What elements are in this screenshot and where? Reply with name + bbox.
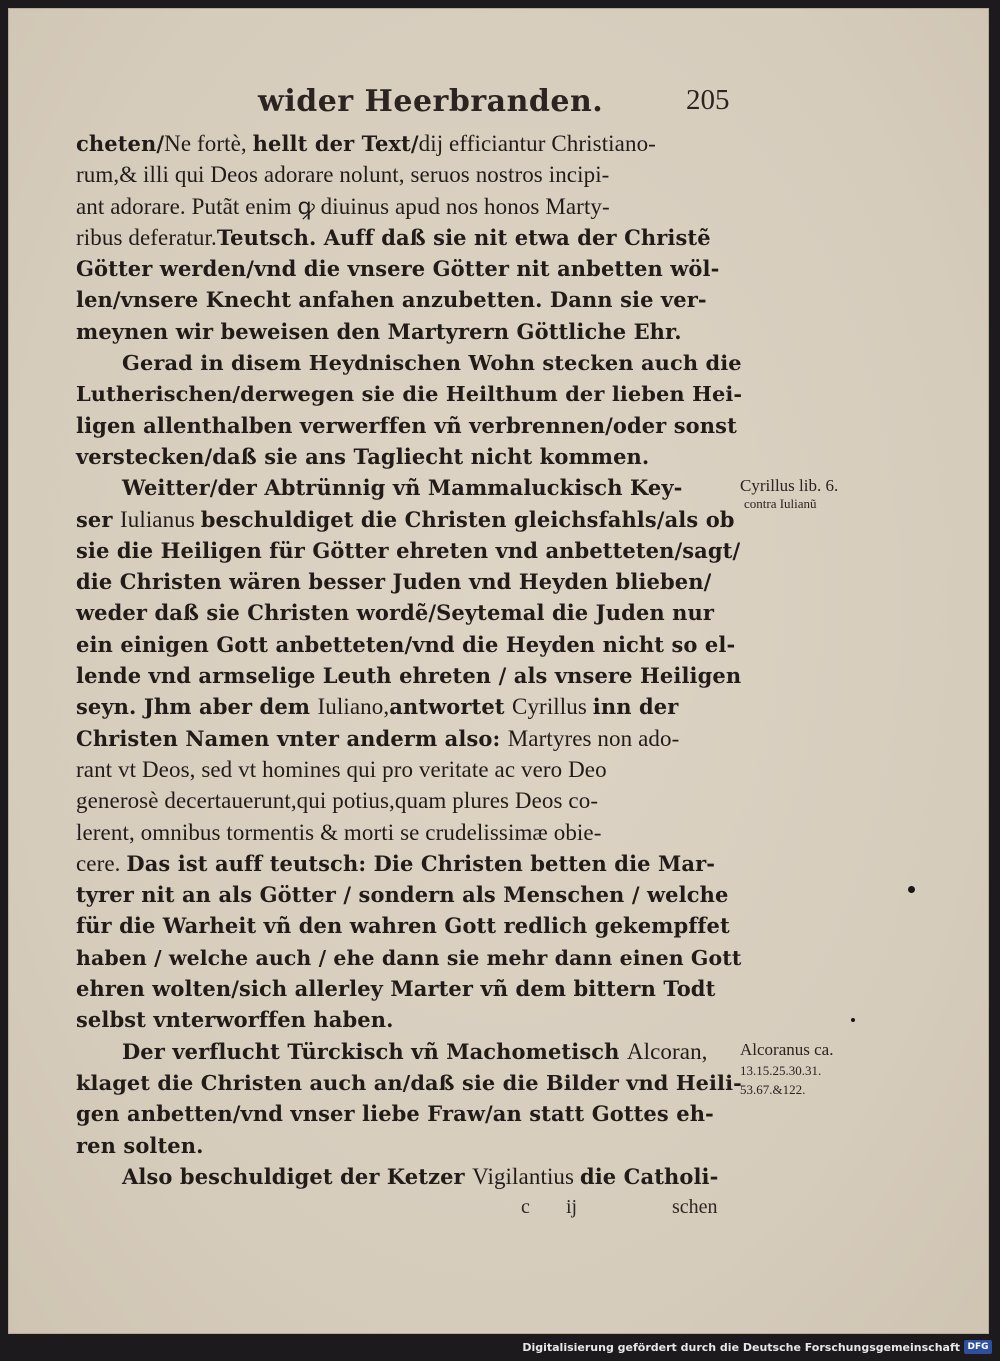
blackletter-text: lende vnd armselige Leuth ehreten / als vnsere Heiligen	[76, 663, 742, 689]
margin-note-alcoranus	[740, 1040, 833, 1098]
latin-text: lerent, omnibus tormentis & morti se crudelissimæ obie-	[76, 819, 602, 845]
latin-text: Vigilantius	[472, 1163, 580, 1189]
text-line	[76, 660, 742, 691]
latin-text: Ne fortè,	[164, 131, 253, 156]
text-line	[76, 848, 742, 879]
margin-note-line: contra Iulianũ	[744, 496, 817, 511]
text-line	[76, 785, 742, 816]
margin-note-line: Cyrillus lib. 6.	[740, 476, 839, 495]
blackletter-text: die Christen wären besser Juden vnd Heyden blieben/	[76, 569, 712, 595]
text-line	[76, 754, 742, 785]
margin-note-line: 13.15.25.30.31.	[740, 1063, 822, 1078]
text-line	[76, 441, 742, 472]
margin-note-line: 53.67.&122.	[740, 1082, 806, 1097]
text-line	[76, 222, 742, 253]
dfg-logo: DFG	[964, 1340, 992, 1354]
ink-spot	[908, 886, 915, 893]
latin-text: Alcoran,	[626, 1038, 708, 1064]
text-line	[76, 253, 742, 284]
blackletter-text: Das ist auff teutsch: Die Christen betten die Mar-	[126, 850, 716, 876]
ink-spot	[851, 1018, 855, 1022]
text-line	[76, 723, 742, 754]
text-line	[76, 347, 742, 378]
blackletter-text: Lutherischen/derwegen sie die Heilthum der lieben Hei-	[76, 381, 743, 407]
text-line	[76, 879, 742, 910]
latin-text: generosè decertauerunt,qui potius,quam plures Deos co-	[76, 788, 599, 814]
blackletter-text: hellt der Text/	[252, 131, 419, 156]
text-line	[76, 1036, 742, 1067]
blackletter-text: tyrer nit an als Götter / sondern als Menschen / welche	[76, 882, 729, 908]
blackletter-text: Teutsch. Auff daß sie nit etwa der Christẽ	[216, 224, 711, 250]
latin-text: rum,& illi qui Deos adorare nolunt, seruos nostros incipi-	[76, 162, 610, 188]
text-line	[76, 817, 742, 848]
text-line	[76, 159, 742, 190]
body-text	[76, 128, 742, 1192]
blackletter-text: ren solten.	[76, 1132, 204, 1158]
catchword: schen	[672, 1196, 718, 1218]
blackletter-text: verstecken/daß sie ans Tagliecht nicht kommen.	[76, 443, 650, 469]
blackletter-text: die Catholi-	[579, 1163, 719, 1189]
text-line	[76, 378, 742, 409]
margin-note-cyrillus	[740, 476, 838, 512]
blackletter-text: ehren wolten/sich allerley Marter vñ dem bittern Todt	[76, 976, 716, 1002]
blackletter-text: meynen wir beweisen den Martyrern Göttliche Ehr.	[76, 318, 682, 344]
latin-text: Iuliano,	[317, 694, 390, 720]
text-line	[76, 597, 742, 628]
blackletter-text: gen anbetten/vnd vnser liebe Fraw/an statt Gottes eh-	[76, 1101, 714, 1127]
text-line	[76, 410, 742, 441]
text-line	[76, 1130, 742, 1161]
blackletter-text: beschuldiget die Christen gleichsfahls/als ob	[200, 506, 735, 532]
text-line	[76, 504, 742, 535]
text-line	[76, 910, 742, 941]
text-line	[76, 472, 742, 503]
text-line	[76, 691, 742, 722]
latin-text: Martyres non ado-	[507, 725, 680, 751]
latin-text: cere.	[76, 850, 127, 876]
running-title: wider Heerbranden.	[258, 84, 604, 119]
latin-text: ant adorare. Putãt enim ꝙ diuinus apud nos honos Marty-	[76, 193, 610, 219]
text-line	[76, 191, 742, 222]
text-line	[76, 973, 742, 1004]
latin-text: ribus deferatur.	[76, 224, 217, 250]
text-line	[76, 1098, 742, 1129]
blackletter-text: inn der	[592, 694, 679, 720]
blackletter-text: für die Warheit vñ den wahren Gott redlich gekempffet	[76, 913, 730, 939]
blackletter-text: len/vnsere Knecht anfahen anzubetten. Dann sie ver-	[76, 287, 707, 313]
text-line	[76, 1004, 742, 1035]
blackletter-text: seyn. Jhm aber dem	[76, 694, 318, 720]
blackletter-text: ein einigen Gott anbetteten/vnd die Heyden nicht so el-	[76, 631, 736, 657]
blackletter-text: Also beschuldiget der Ketzer	[122, 1163, 473, 1189]
text-line	[76, 128, 742, 159]
text-line	[76, 1067, 742, 1098]
signature-number: ij	[566, 1196, 578, 1218]
text-line	[76, 316, 742, 347]
blackletter-text: ligen allenthalben verwerffen vñ verbrennen/oder sonst	[76, 412, 737, 438]
text-line	[76, 284, 742, 315]
blackletter-text: Der verflucht Türckisch vñ Machometisch	[122, 1038, 627, 1064]
blackletter-text: weder daß sie Christen wordẽ/Seytemal die Juden nur	[76, 600, 715, 626]
blackletter-text: selbst vnterworffen haben.	[76, 1007, 394, 1033]
latin-text: rant vt Deos, sed vt homines qui pro veritate ac vero Deo	[76, 756, 607, 782]
text-line	[76, 1161, 742, 1192]
blackletter-text: Gerad in disem Heydnischen Wohn stecken auch die	[122, 350, 742, 376]
margin-note-line: Alcoranus ca.	[740, 1040, 834, 1059]
digitization-credit: Digitalisierung gefördert durch die Deutsche Forschungsgemeinschaft	[522, 1341, 960, 1354]
blackletter-text: Götter werden/vnd die vnsere Götter nit anbetten wöl-	[76, 256, 720, 282]
text-line	[76, 566, 742, 597]
blackletter-text: Christen Namen vnter anderm also:	[76, 725, 508, 751]
blackletter-text: ser	[76, 506, 120, 532]
text-line	[76, 942, 742, 973]
text-line	[76, 535, 742, 566]
blackletter-text: klaget die Christen auch an/daß sie die Bilder vnd Heili-	[76, 1069, 742, 1095]
blackletter-text: haben / welche auch / ehe dann sie mehr dann einen Gott	[76, 945, 742, 970]
blackletter-text: cheten/	[76, 131, 165, 156]
blackletter-text: sie die Heiligen für Götter ehreten vnd anbetteten/sagt/	[76, 537, 741, 563]
signature-letter: c	[521, 1196, 530, 1218]
text-line	[76, 629, 742, 660]
latin-text: dij efficiantur Christiano-	[418, 131, 656, 156]
blackletter-text: Weitter/der Abtrünnig vñ Mammaluckisch Key-	[122, 475, 683, 501]
blackletter-text: antwortet	[389, 694, 513, 720]
page-number: 205	[686, 84, 730, 116]
latin-text: Iulianus	[119, 506, 201, 532]
latin-text: Cyrillus	[512, 694, 593, 720]
